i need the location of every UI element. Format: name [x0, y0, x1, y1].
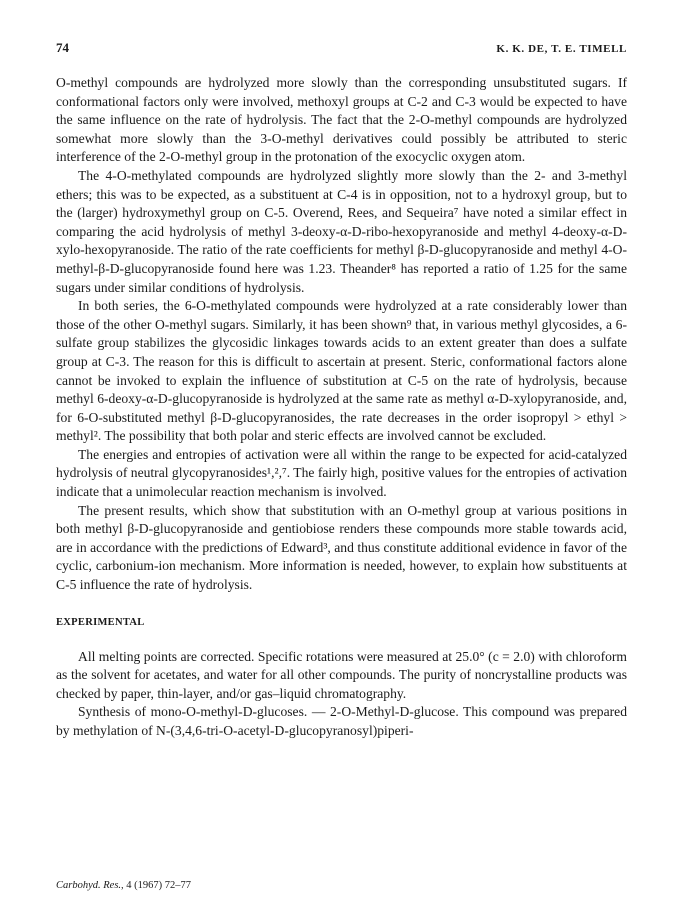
- paragraph-4: The energies and entropies of activation were all within the range to be expected for acid-catalyzed hydrolysis of neutral glycopyranosides¹,²,⁷. The fairly high, positive values for the entropies of activation indicate that a unimolecular reaction mechanism is involved.: [56, 446, 627, 500]
- paragraph-5: The present results, which show that substitution with an O-methyl group at various positions in both methyl β-D-glucopyranoside and gentiobiose renders these compounds more stable towards acid, are in accordance with the predictions of Edward³, and thus constitute additional evidence in favor of the cyclic, carbonium-ion mechanism. More information is needed, however, to explain how substituents at C-5 influence the rate of hydrolysis.: [56, 502, 627, 593]
- paragraph-7: Synthesis of mono-O-methyl-D-glucoses. — 2-O-Methyl-D-glucose. This compound was prepared by methylation of N-(3,4,6-tri-O-acetyl-D-glucopyranosyl)piperi-: [56, 704, 627, 738]
- paragraph-6: All melting points are corrected. Specific rotations were measured at 25.0° (c = 2.0) with chloroform as the solvent for acetates, and water for all other compounds. The purity of noncrystalline products was checked by paper, thin-layer, and/or gas–liquid chromatography.: [56, 648, 627, 701]
- paragraph-3: In both series, the 6-O-methylated compounds were hydrolyzed at a rate considerably lower than those of the other O-methyl sugars. Similarly, it has been shown⁹ that, in various methyl glycosides, a 6-sulfate group stabilizes the glycosidic linkages towards acids to an extent greater than does a sulfate group at C-3. The reason for this is difficult to ascertain at present. Steric, conformational factors alone cannot be invoked to explain the influence of substitution at C-5 on the rate of hydrolysis, because methyl 6-deoxy-α-D-glucopyranoside is hydrolyzed at the same rate as methyl α-D-xylopyranoside, and, for 6-O-substituted methyl β-D-glucopyranosides, the rate decreases in the order isopropyl > ethyl > methyl². The possibility that both polar and steric effects are involved cannot be excluded.: [56, 298, 627, 444]
- running-header: [56, 40, 627, 56]
- paragraph-2: The 4-O-methylated compounds are hydrolyzed slightly more slowly than the 2- and 3-methyl ethers; this was to be expected, as a substituent at C-4 is in opposition, not to a hydroxyl group, but to the (larger) hydroxymethyl group on C-5. Overend, Rees, and Sequeira⁷ have noted a similar effect in comparing the acid hydrolysis of methyl 3-deoxy-α-D-ribo-hexopyranoside and methyl 4-deoxy-α-D-xylo-hexopyranoside. The ratio of the rate coefficients for methyl β-D-glucopyranoside and methyl 4-O-methyl-β-D-glucopyranoside found here was 1.23. Theander⁸ has reported a ratio of 1.25 for the same sugars under similar conditions of hydrolysis.: [56, 167, 627, 295]
- paragraph-1: O-methyl compounds are hydrolyzed more slowly than the corresponding unsubstituted sugars. If conformational factors only were involved, methoxyl groups at C-2 and C-3 would be expected to have the same influence on the rate of hydrolysis. The fact that the 2-O-methyl compounds are hydrolyzed somewhat more slowly than the 3-O-methyl derivatives could possibly be attributed to steric interference of the 2-O-methyl group in the protonation of the exocyclic oxygen atom.: [56, 75, 627, 165]
- journal-footer: [56, 880, 191, 891]
- journal-name: Carbohyd. Res.,: [56, 880, 124, 891]
- section-heading-experimental: EXPERIMENTAL: [56, 616, 145, 628]
- page-number: 74: [56, 40, 69, 55]
- journal-citation: 4 (1967) 72–77: [123, 880, 192, 891]
- running-authors: K. K. DE, T. E. TIMELL: [496, 43, 627, 55]
- page: [56, 40, 627, 741]
